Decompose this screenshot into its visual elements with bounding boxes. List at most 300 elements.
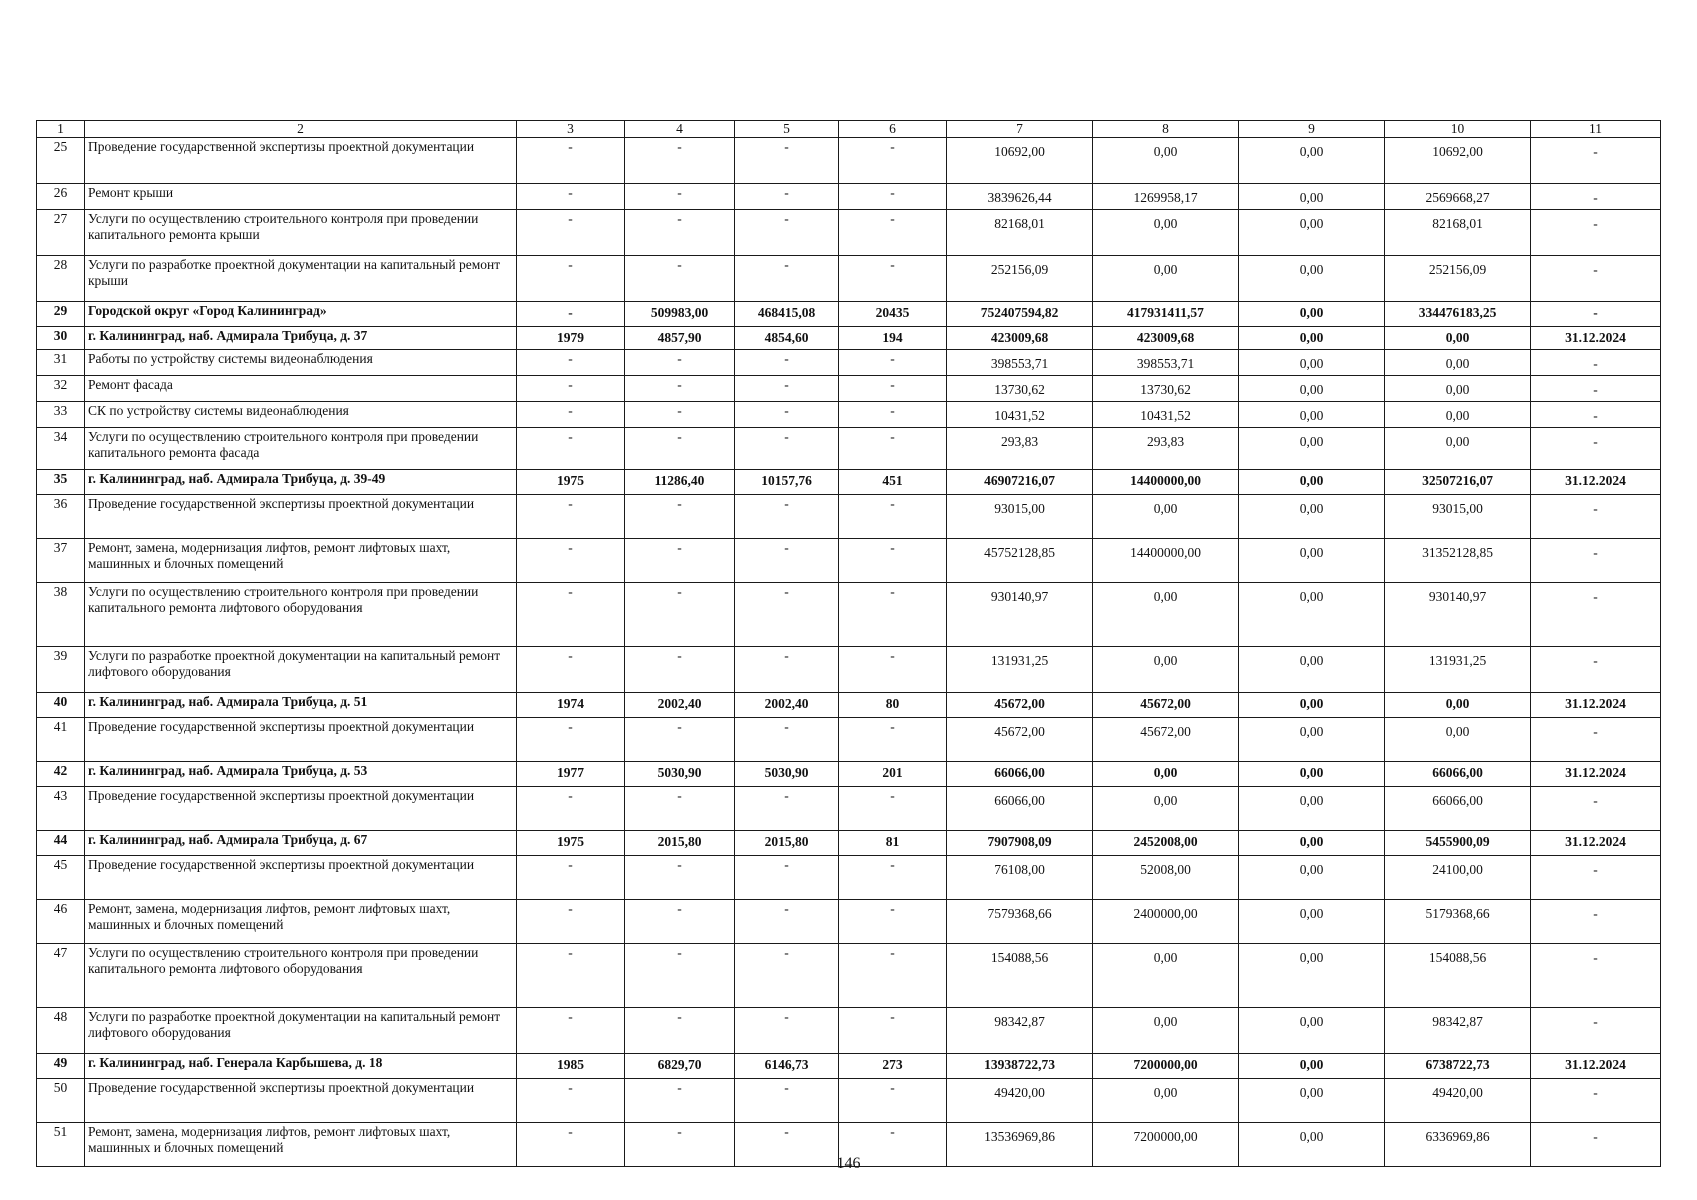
completion-date-cell: 31.12.2024 [1531,762,1661,787]
residents-cell: - [839,856,947,900]
work-description-cell: Ремонт, замена, модернизация лифтов, ремонт лифтовых шахт, машинных и блочных помещений [85,539,517,583]
table-row-work [37,376,1661,402]
work-description-cell: СК по устройству системы видеонаблюдения [85,402,517,428]
residents-cell: 80 [839,693,947,718]
total-cost-cell: 13938722,73 [947,1054,1093,1079]
total-cost-cell: 10431,52 [947,402,1093,428]
year-built-cell: - [517,1079,625,1123]
cost-col-10-cell: 82168,01 [1385,210,1531,256]
column-header: 7 [947,121,1093,138]
year-built-cell: - [517,944,625,1008]
total-cost-cell: 752407594,82 [947,302,1093,327]
living-area-cell: - [735,856,839,900]
cost-col-10-cell: 10692,00 [1385,138,1531,184]
cost-col-9-cell: 0,00 [1239,428,1385,470]
cost-col-9-cell: 0,00 [1239,350,1385,376]
cost-col-10-cell: 930140,97 [1385,583,1531,647]
work-description-cell: Проведение государственной экспертизы проектной документации [85,787,517,831]
row-number-cell: 27 [37,210,85,256]
completion-date-cell: 31.12.2024 [1531,693,1661,718]
living-area-cell: - [735,495,839,539]
column-header: 1 [37,121,85,138]
work-description-cell: Проведение государственной экспертизы проектной документации [85,718,517,762]
total-cost-cell: 45672,00 [947,718,1093,762]
completion-date-cell: 31.12.2024 [1531,470,1661,495]
work-description-cell: Услуги по осуществлению строительного контроля при проведении капитального ремонта крыши [85,210,517,256]
work-description-cell: Ремонт, замена, модернизация лифтов, ремонт лифтовых шахт, машинных и блочных помещений [85,1123,517,1167]
cost-col-9-cell: 0,00 [1239,647,1385,693]
cost-col-10-cell: 49420,00 [1385,1079,1531,1123]
row-number-cell: 30 [37,327,85,350]
total-cost-cell: 93015,00 [947,495,1093,539]
cost-col-10-cell: 154088,56 [1385,944,1531,1008]
residents-cell: - [839,718,947,762]
table-row-work [37,944,1661,1008]
total-area-cell: - [625,856,735,900]
year-built-cell: - [517,718,625,762]
total-cost-cell: 66066,00 [947,762,1093,787]
cost-col-8-cell: 417931411,57 [1093,302,1239,327]
work-description-cell: Ремонт крыши [85,184,517,210]
total-area-cell: - [625,350,735,376]
year-built-cell: - [517,184,625,210]
total-cost-cell: 7579368,66 [947,900,1093,944]
total-cost-cell: 398553,71 [947,350,1093,376]
year-built-cell: - [517,787,625,831]
cost-col-9-cell: 0,00 [1239,495,1385,539]
living-area-cell: - [735,402,839,428]
work-description-cell: г. Калининград, наб. Адмирала Трибуца, д. 37 [85,327,517,350]
column-header: 6 [839,121,947,138]
living-area-cell: - [735,583,839,647]
cost-col-10-cell: 0,00 [1385,402,1531,428]
cost-col-8-cell: 2452008,00 [1093,831,1239,856]
residents-cell: - [839,350,947,376]
total-cost-cell: 3839626,44 [947,184,1093,210]
page-number: 146 [836,1155,861,1172]
cost-col-10-cell: 334476183,25 [1385,302,1531,327]
table-row-address [37,831,1661,856]
living-area-cell: - [735,647,839,693]
row-number-cell: 50 [37,1079,85,1123]
cost-col-8-cell: 0,00 [1093,647,1239,693]
table-row-work [37,718,1661,762]
completion-date-cell: - [1531,787,1661,831]
total-cost-cell: 66066,00 [947,787,1093,831]
year-built-cell: - [517,402,625,428]
total-area-cell: - [625,787,735,831]
completion-date-cell: - [1531,583,1661,647]
total-cost-cell: 46907216,07 [947,470,1093,495]
total-area-cell: - [625,1079,735,1123]
residents-cell: - [839,402,947,428]
table-row-work [37,138,1661,184]
table-row-work [37,495,1661,539]
row-number-cell: 44 [37,831,85,856]
total-area-cell: - [625,539,735,583]
residents-cell: 451 [839,470,947,495]
total-cost-cell: 13730,62 [947,376,1093,402]
completion-date-cell: - [1531,944,1661,1008]
cost-col-9-cell: 0,00 [1239,376,1385,402]
year-built-cell: - [517,350,625,376]
cost-col-10-cell: 93015,00 [1385,495,1531,539]
completion-date-cell: - [1531,495,1661,539]
completion-date-cell: 31.12.2024 [1531,1054,1661,1079]
total-area-cell: - [625,1123,735,1167]
living-area-cell: - [735,718,839,762]
row-number-cell: 31 [37,350,85,376]
living-area-cell: 2015,80 [735,831,839,856]
year-built-cell: - [517,210,625,256]
year-built-cell: - [517,1123,625,1167]
cost-col-10-cell: 131931,25 [1385,647,1531,693]
table-row-work [37,350,1661,376]
work-description-cell: г. Калининград, наб. Адмирала Трибуца, д. 39-49 [85,470,517,495]
residents-cell: - [839,944,947,1008]
residents-cell: - [839,900,947,944]
year-built-cell: 1975 [517,831,625,856]
table-row-address [37,327,1661,350]
completion-date-cell: - [1531,428,1661,470]
cost-col-8-cell: 7200000,00 [1093,1123,1239,1167]
completion-date-cell: - [1531,1123,1661,1167]
work-description-cell: Услуги по осуществлению строительного контроля при проведении капитального ремонта фасада [85,428,517,470]
cost-col-9-cell: 0,00 [1239,184,1385,210]
table-row-work [37,583,1661,647]
cost-col-9-cell: 0,00 [1239,944,1385,1008]
total-cost-cell: 76108,00 [947,856,1093,900]
cost-col-9-cell: 0,00 [1239,1123,1385,1167]
year-built-cell: - [517,900,625,944]
table-row-work [37,647,1661,693]
cost-col-9-cell: 0,00 [1239,787,1385,831]
cost-col-10-cell: 0,00 [1385,718,1531,762]
year-built-cell: - [517,583,625,647]
living-area-cell: - [735,900,839,944]
column-header: 10 [1385,121,1531,138]
living-area-cell: 4854,60 [735,327,839,350]
residents-cell: - [839,1123,947,1167]
total-area-cell: - [625,184,735,210]
cost-col-10-cell: 2569668,27 [1385,184,1531,210]
row-number-cell: 40 [37,693,85,718]
cost-col-8-cell: 423009,68 [1093,327,1239,350]
year-built-cell: - [517,256,625,302]
cost-col-8-cell: 52008,00 [1093,856,1239,900]
year-built-cell: - [517,138,625,184]
total-area-cell: 2002,40 [625,693,735,718]
row-number-cell: 43 [37,787,85,831]
total-area-cell: 6829,70 [625,1054,735,1079]
cost-col-10-cell: 0,00 [1385,693,1531,718]
row-number-cell: 49 [37,1054,85,1079]
living-area-cell: 2002,40 [735,693,839,718]
year-built-cell: - [517,495,625,539]
total-cost-cell: 131931,25 [947,647,1093,693]
table-row-address [37,470,1661,495]
completion-date-cell: - [1531,1008,1661,1054]
cost-col-10-cell: 98342,87 [1385,1008,1531,1054]
total-cost-cell: 98342,87 [947,1008,1093,1054]
year-built-cell: - [517,1008,625,1054]
living-area-cell: - [735,138,839,184]
cost-col-8-cell: 45672,00 [1093,693,1239,718]
cost-col-9-cell: 0,00 [1239,210,1385,256]
living-area-cell: 5030,90 [735,762,839,787]
work-description-cell: г. Калининград, наб. Адмирала Трибуца, д. 51 [85,693,517,718]
residents-cell: 273 [839,1054,947,1079]
column-header: 9 [1239,121,1385,138]
cost-col-8-cell: 0,00 [1093,256,1239,302]
total-area-cell: - [625,428,735,470]
residents-cell: 81 [839,831,947,856]
cost-col-10-cell: 5179368,66 [1385,900,1531,944]
table-row-work [37,787,1661,831]
work-description-cell: г. Калининград, наб. Генерала Карбышева, д. 18 [85,1054,517,1079]
total-area-cell: - [625,402,735,428]
total-area-cell: - [625,256,735,302]
total-cost-cell: 82168,01 [947,210,1093,256]
completion-date-cell: - [1531,1079,1661,1123]
year-built-cell: - [517,647,625,693]
table-row-work [37,402,1661,428]
living-area-cell: - [735,376,839,402]
living-area-cell: 468415,08 [735,302,839,327]
column-header: 4 [625,121,735,138]
cost-col-9-cell: 0,00 [1239,1079,1385,1123]
total-area-cell: - [625,1008,735,1054]
cost-col-10-cell: 24100,00 [1385,856,1531,900]
cost-col-8-cell: 45672,00 [1093,718,1239,762]
cost-col-8-cell: 10431,52 [1093,402,1239,428]
year-built-cell: - [517,302,625,327]
row-number-cell: 46 [37,900,85,944]
living-area-cell: 6146,73 [735,1054,839,1079]
completion-date-cell: - [1531,900,1661,944]
column-header: 5 [735,121,839,138]
work-description-cell: г. Калининград, наб. Адмирала Трибуца, д. 53 [85,762,517,787]
column-number-row [37,121,1661,138]
cost-col-10-cell: 31352128,85 [1385,539,1531,583]
work-description-cell: Проведение государственной экспертизы проектной документации [85,495,517,539]
cost-col-8-cell: 0,00 [1093,762,1239,787]
living-area-cell: - [735,1008,839,1054]
residents-cell: - [839,1008,947,1054]
total-area-cell: - [625,495,735,539]
capital-repair-table [36,120,1661,1167]
residents-cell: - [839,256,947,302]
cost-col-8-cell: 0,00 [1093,138,1239,184]
row-number-cell: 37 [37,539,85,583]
cost-col-10-cell: 66066,00 [1385,762,1531,787]
row-number-cell: 36 [37,495,85,539]
cost-col-10-cell: 0,00 [1385,327,1531,350]
column-header: 11 [1531,121,1661,138]
year-built-cell: 1974 [517,693,625,718]
row-number-cell: 41 [37,718,85,762]
year-built-cell: 1977 [517,762,625,787]
total-area-cell: - [625,900,735,944]
residents-cell: - [839,495,947,539]
total-cost-cell: 423009,68 [947,327,1093,350]
residents-cell: - [839,138,947,184]
total-area-cell: - [625,647,735,693]
cost-col-9-cell: 0,00 [1239,900,1385,944]
cost-col-10-cell: 66066,00 [1385,787,1531,831]
total-area-cell: - [625,718,735,762]
cost-col-9-cell: 0,00 [1239,256,1385,302]
table-row-address [37,1054,1661,1079]
column-header: 2 [85,121,517,138]
table-row-work [37,539,1661,583]
cost-col-8-cell: 14400000,00 [1093,470,1239,495]
table-row-work [37,900,1661,944]
cost-col-8-cell: 0,00 [1093,944,1239,1008]
cost-col-8-cell: 1269958,17 [1093,184,1239,210]
total-area-cell: - [625,583,735,647]
row-number-cell: 38 [37,583,85,647]
cost-col-9-cell: 0,00 [1239,1054,1385,1079]
completion-date-cell: - [1531,138,1661,184]
cost-col-10-cell: 252156,09 [1385,256,1531,302]
total-area-cell: - [625,944,735,1008]
total-cost-cell: 13536969,86 [947,1123,1093,1167]
total-area-cell: - [625,138,735,184]
living-area-cell: - [735,210,839,256]
cost-col-9-cell: 0,00 [1239,856,1385,900]
year-built-cell: - [517,539,625,583]
cost-col-8-cell: 0,00 [1093,1079,1239,1123]
work-description-cell: Работы по устройству системы видеонаблюдения [85,350,517,376]
table-row-address [37,302,1661,327]
completion-date-cell: - [1531,718,1661,762]
living-area-cell: - [735,256,839,302]
row-number-cell: 32 [37,376,85,402]
cost-col-9-cell: 0,00 [1239,302,1385,327]
column-header: 3 [517,121,625,138]
cost-col-8-cell: 0,00 [1093,1008,1239,1054]
year-built-cell: - [517,376,625,402]
cost-col-10-cell: 6738722,73 [1385,1054,1531,1079]
residents-cell: - [839,184,947,210]
cost-col-9-cell: 0,00 [1239,831,1385,856]
row-number-cell: 33 [37,402,85,428]
completion-date-cell: - [1531,184,1661,210]
work-description-cell: Проведение государственной экспертизы проектной документации [85,1079,517,1123]
total-cost-cell: 45752128,85 [947,539,1093,583]
cost-col-9-cell: 0,00 [1239,762,1385,787]
living-area-cell: - [735,787,839,831]
completion-date-cell: - [1531,350,1661,376]
row-number-cell: 35 [37,470,85,495]
work-description-cell: Услуги по осуществлению строительного контроля при проведении капитального ремонта лифтового оборудования [85,944,517,1008]
row-number-cell: 34 [37,428,85,470]
total-cost-cell: 49420,00 [947,1079,1093,1123]
table-row-work [37,1008,1661,1054]
work-description-cell: Городской округ «Город Калининград» [85,302,517,327]
work-description-cell: Проведение государственной экспертизы проектной документации [85,856,517,900]
work-description-cell: Услуги по осуществлению строительного контроля при проведении капитального ремонта лифтового оборудования [85,583,517,647]
table-row-work [37,1079,1661,1123]
completion-date-cell: - [1531,402,1661,428]
completion-date-cell: - [1531,256,1661,302]
cost-col-9-cell: 0,00 [1239,138,1385,184]
cost-col-10-cell: 0,00 [1385,428,1531,470]
cost-col-8-cell: 2400000,00 [1093,900,1239,944]
completion-date-cell: - [1531,647,1661,693]
cost-col-8-cell: 0,00 [1093,787,1239,831]
cost-col-8-cell: 14400000,00 [1093,539,1239,583]
total-cost-cell: 7907908,09 [947,831,1093,856]
residents-cell: - [839,376,947,402]
row-number-cell: 29 [37,302,85,327]
cost-col-8-cell: 293,83 [1093,428,1239,470]
residents-cell: - [839,647,947,693]
living-area-cell: - [735,944,839,1008]
row-number-cell: 45 [37,856,85,900]
total-area-cell: 11286,40 [625,470,735,495]
total-area-cell: 4857,90 [625,327,735,350]
cost-col-9-cell: 0,00 [1239,470,1385,495]
cost-col-8-cell: 0,00 [1093,210,1239,256]
cost-col-9-cell: 0,00 [1239,539,1385,583]
table-row-work [37,184,1661,210]
total-cost-cell: 10692,00 [947,138,1093,184]
row-number-cell: 28 [37,256,85,302]
living-area-cell: - [735,539,839,583]
work-description-cell: Ремонт, замена, модернизация лифтов, ремонт лифтовых шахт, машинных и блочных помещений [85,900,517,944]
work-description-cell: Услуги по разработке проектной документации на капитальный ремонт крыши [85,256,517,302]
residents-cell: - [839,539,947,583]
cost-col-10-cell: 32507216,07 [1385,470,1531,495]
cost-col-9-cell: 0,00 [1239,583,1385,647]
total-cost-cell: 45672,00 [947,693,1093,718]
cost-col-9-cell: 0,00 [1239,693,1385,718]
cost-col-8-cell: 0,00 [1093,495,1239,539]
completion-date-cell: - [1531,210,1661,256]
total-area-cell: 509983,00 [625,302,735,327]
total-cost-cell: 252156,09 [947,256,1093,302]
residents-cell: 201 [839,762,947,787]
year-built-cell: 1979 [517,327,625,350]
completion-date-cell: 31.12.2024 [1531,831,1661,856]
row-number-cell: 47 [37,944,85,1008]
year-built-cell: - [517,856,625,900]
residents-cell: 20435 [839,302,947,327]
cost-col-9-cell: 0,00 [1239,1008,1385,1054]
completion-date-cell: - [1531,856,1661,900]
living-area-cell: - [735,1123,839,1167]
row-number-cell: 42 [37,762,85,787]
residents-cell: 194 [839,327,947,350]
year-built-cell: 1985 [517,1054,625,1079]
residents-cell: - [839,428,947,470]
table-row-work [37,256,1661,302]
total-area-cell: - [625,210,735,256]
work-description-cell: г. Калининград, наб. Адмирала Трибуца, д. 67 [85,831,517,856]
row-number-cell: 48 [37,1008,85,1054]
living-area-cell: - [735,350,839,376]
cost-col-8-cell: 0,00 [1093,583,1239,647]
work-description-cell: Услуги по разработке проектной документации на капитальный ремонт лифтового оборудования [85,1008,517,1054]
row-number-cell: 26 [37,184,85,210]
cost-col-9-cell: 0,00 [1239,327,1385,350]
completion-date-cell: - [1531,302,1661,327]
table-row-address [37,693,1661,718]
total-cost-cell: 154088,56 [947,944,1093,1008]
row-number-cell: 25 [37,138,85,184]
